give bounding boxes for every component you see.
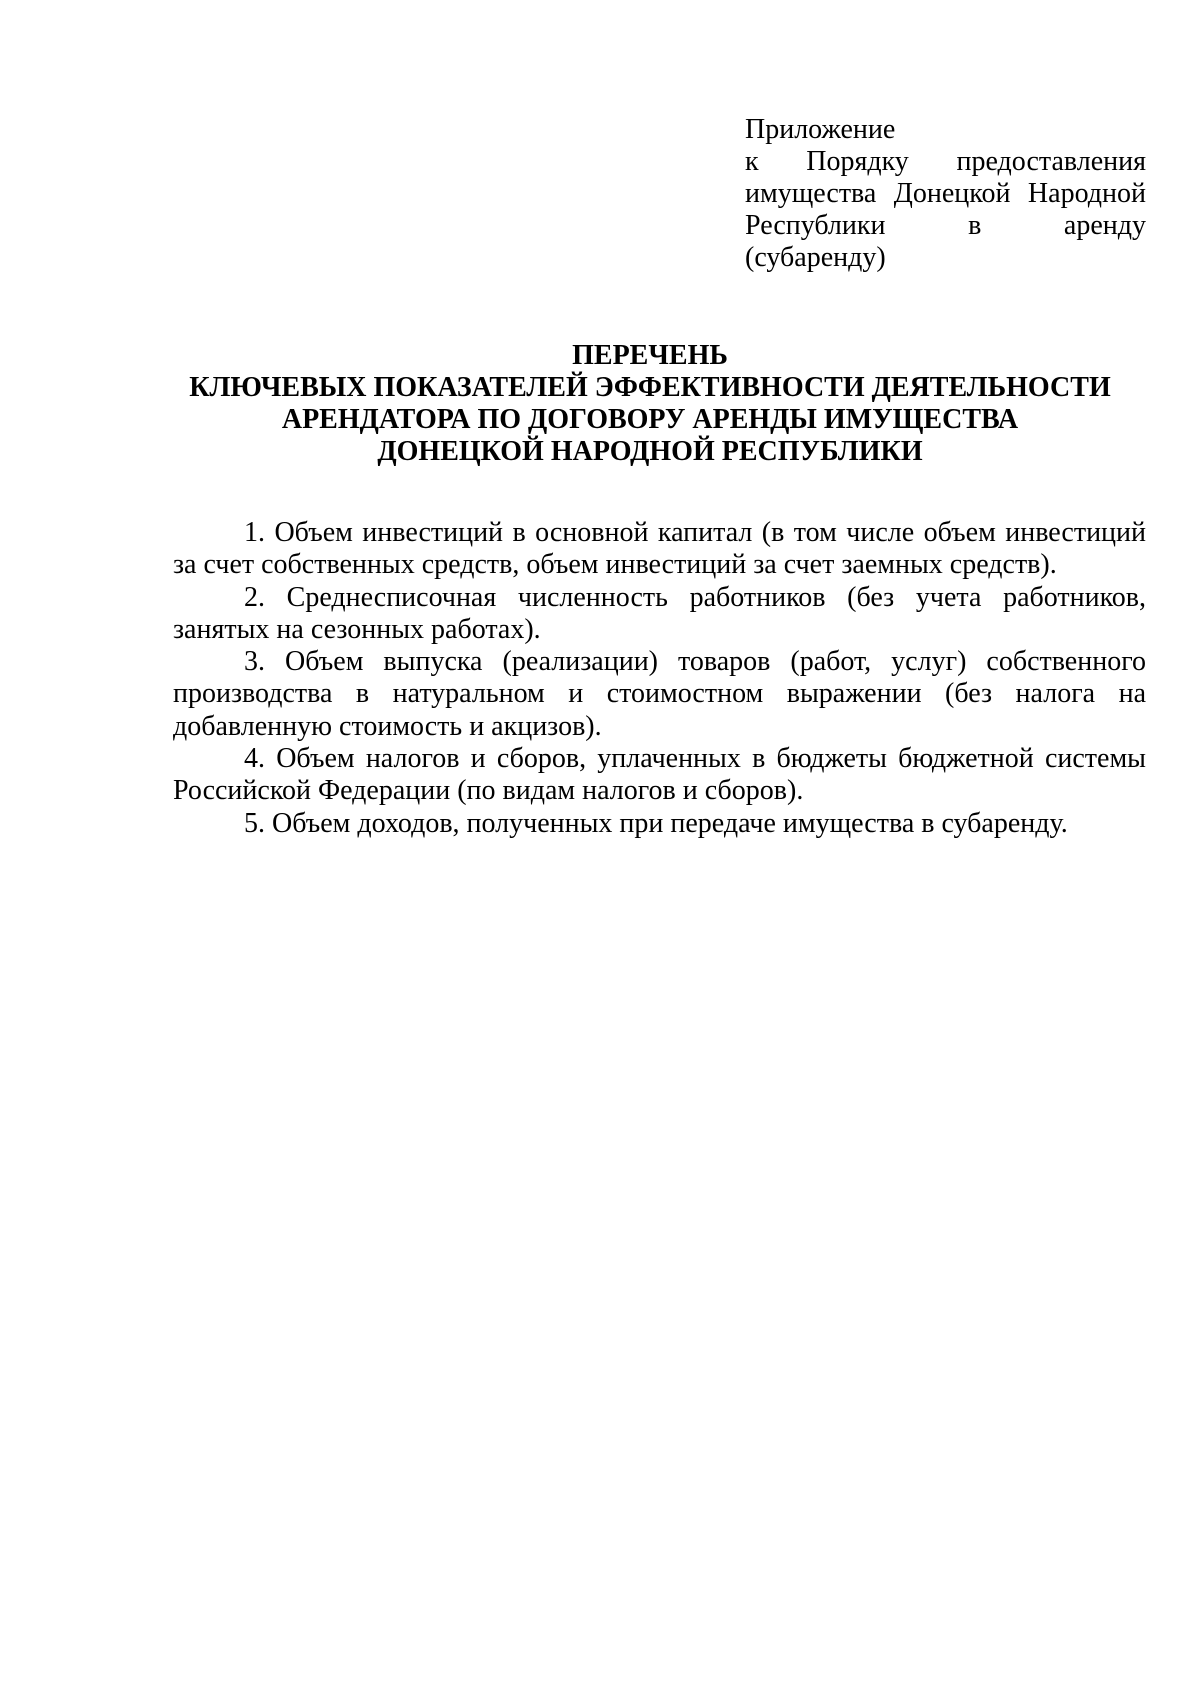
list-item: 5. Объем доходов, полученных при передаче имущества в субаренду. bbox=[244, 807, 1068, 839]
list-item: 4. Объем налогов и сборов, уплаченных в бюджеты бюджетной системы Российской Федерации (по видам налогов и сборов). bbox=[173, 743, 1146, 807]
appendix-line-5: (субаренду) bbox=[745, 242, 886, 273]
appendix-note bbox=[745, 114, 1146, 274]
appendix-line-4: Республики в аренду bbox=[745, 210, 1146, 241]
appendix-line-2: к Порядку предоставления bbox=[745, 146, 1146, 177]
title-line-3: АРЕНДАТОРА ПО ДОГОВОРУ АРЕНДЫ ИМУЩЕСТВА bbox=[281, 404, 1019, 435]
list-item: 2. Среднесписочная численность работников (без учета работников, занятых на сезонных работах). bbox=[173, 581, 1146, 645]
title-line-1: ПЕРЕЧЕНЬ bbox=[572, 340, 728, 371]
appendix-title: Приложение bbox=[745, 114, 896, 145]
title-line-4: ДОНЕЦКОЙ НАРОДНОЙ РЕСПУБЛИКИ bbox=[377, 436, 923, 467]
indicator-list bbox=[173, 517, 1146, 840]
document-title bbox=[150, 340, 1150, 468]
appendix-line-3: имущества Донецкой Народной bbox=[745, 178, 1146, 209]
list-item: 1. Объем инвестиций в основной капитал (в том числе объем инвестиций за счет собственных средств, объем инвестиций за счет заемных средств). bbox=[173, 517, 1146, 581]
list-item: 3. Объем выпуска (реализации) товаров (работ, услуг) собственного производства в натуральном и стоимостном выражении (без налога на добавленную стоимость и акцизов). bbox=[173, 646, 1146, 742]
title-line-2: КЛЮЧЕВЫХ ПОКАЗАТЕЛЕЙ ЭФФЕКТИВНОСТИ ДЕЯТЕЛЬНОСТИ bbox=[189, 372, 1111, 403]
